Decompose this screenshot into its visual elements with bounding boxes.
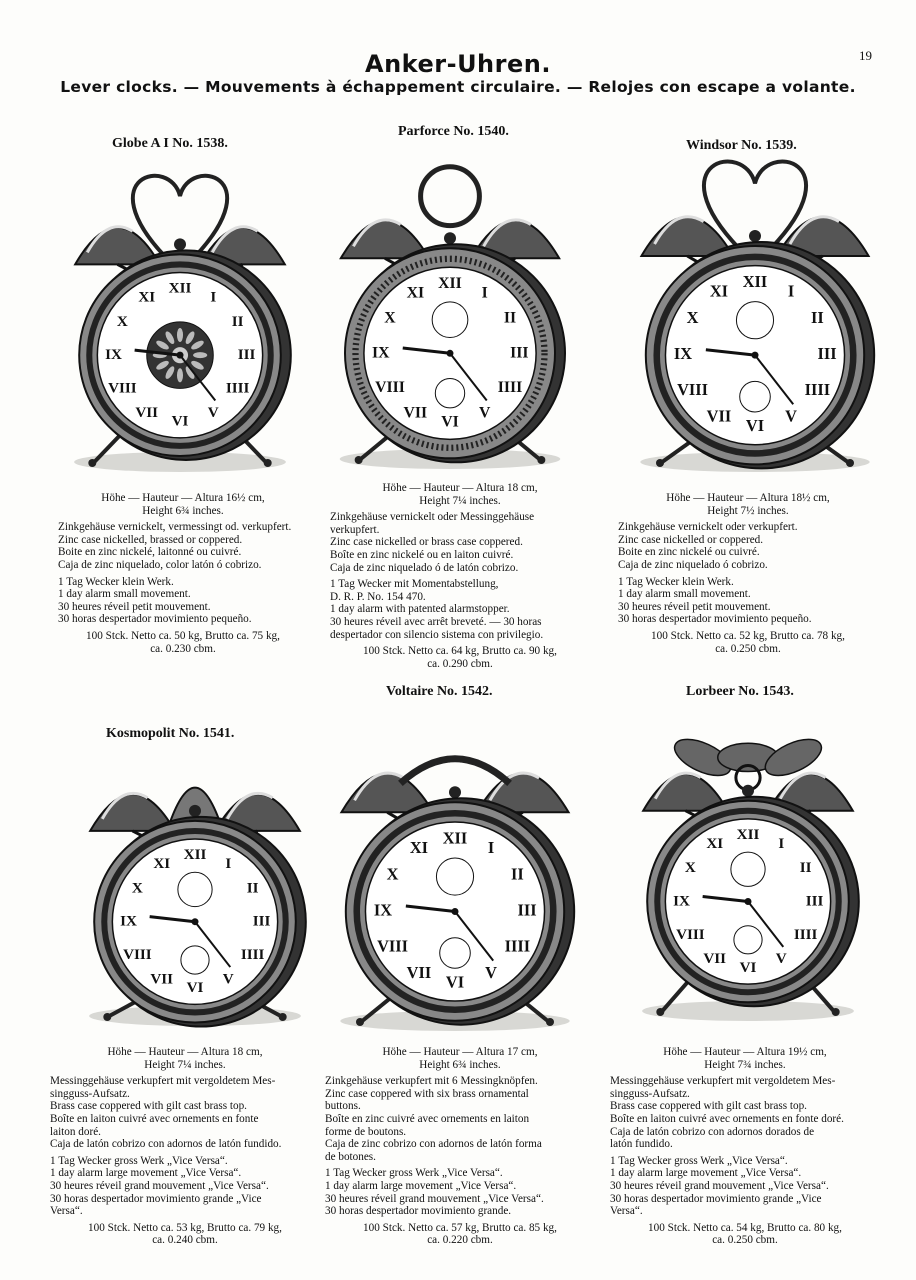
dimensions-line: Höhe — Hauteur — Altura 18½ cm, (666, 492, 830, 504)
dial-numeral: III (517, 900, 537, 920)
case-material-line: Zinkgehäuse vernickelt, vermessingt od. verkupfert. (58, 521, 292, 534)
packing-line: 100 Stck. Netto ca. 57 kg, Brutto ca. 85 kg, (363, 1221, 557, 1234)
case-material-line: Boite en zinc nickelé, laitonné ou cuivré. (58, 546, 242, 559)
dimensions-line: Höhe — Hauteur — Altura 19½ cm, (663, 1046, 827, 1058)
dial-numeral: V (775, 951, 787, 968)
case-material-line: Caja de zinc niquelado ó cobrizo. (618, 558, 768, 571)
clock-description (618, 492, 878, 655)
dimensions-line: Height 7½ inches. (707, 504, 789, 517)
clock-image (325, 158, 575, 473)
case-material-line: singguss-Aufsatz. (50, 1087, 130, 1100)
clock-illustration (642, 732, 859, 1021)
dimensions-line: Höhe — Hauteur — Altura 16½ cm, (101, 492, 265, 504)
dimensions-line: Höhe — Hauteur — Altura 17 cm, (382, 1046, 538, 1058)
case-material-line: Zinkgehäuse verkupfert mit 6 Messingknöpfen. (325, 1075, 538, 1088)
movement-line: 30 heures réveil grand mouvement „Vice Versa“. (325, 1192, 544, 1205)
clock-name: Windsor No. 1539. (686, 138, 797, 153)
dial-numeral: VII (135, 404, 159, 421)
movement-line: Versa“. (610, 1205, 643, 1218)
dial-numeral: IIII (497, 378, 523, 396)
clock-image (75, 745, 315, 1030)
dial-numeral: IX (105, 347, 122, 364)
clock-illustration (340, 759, 574, 1031)
movement-line: 30 heures réveil petit mouvement. (618, 600, 771, 613)
packing-line: 100 Stck. Netto ca. 54 kg, Brutto ca. 80 kg, (648, 1221, 842, 1234)
dial-numeral: VII (406, 962, 432, 982)
clock-name: Kosmopolit No. 1541. (106, 726, 235, 741)
case-material-line: Caja de zinc niquelado ó de latón cobrizo. (330, 561, 519, 574)
dial-numeral: IIII (240, 946, 265, 963)
dial-numeral: IX (371, 344, 390, 362)
clock-image (325, 710, 585, 1035)
clock-image (60, 158, 300, 476)
packing-line: ca. 0.250 cbm. (712, 1234, 778, 1247)
dial-numeral: II (246, 880, 259, 897)
dimensions-line: Height 7¼ inches. (419, 494, 501, 507)
packing-line: 100 Stck. Netto ca. 52 kg, Brutto ca. 78 kg, (651, 629, 845, 642)
dial-numeral: II (503, 309, 517, 327)
dial-numeral: X (384, 309, 396, 327)
case-material-line: Messinggehäuse verkupfert mit vergoldetem Mes- (610, 1075, 836, 1088)
dial-numeral: III (805, 893, 824, 910)
movement-line: 30 horas despertador movimiento grande. (325, 1205, 512, 1218)
case-material-line: Zinkgehäuse vernickelt oder Messinggehäuse (330, 511, 535, 524)
dial-numeral: IIII (225, 380, 250, 397)
page-number: 19 (859, 48, 872, 63)
dial-numeral: I (481, 284, 488, 302)
clock-name: Parforce No. 1540. (398, 124, 509, 139)
dimensions-line: Height 6¾ inches. (419, 1058, 501, 1071)
packing-line: ca. 0.220 cbm. (427, 1234, 493, 1247)
dial-numeral: X (686, 308, 699, 328)
movement-line: 30 heures réveil grand mouvement „Vice Versa“. (610, 1179, 829, 1192)
dial-numeral: VI (739, 960, 757, 977)
dial-numeral: XII (168, 280, 192, 297)
dial-numeral: XI (706, 835, 724, 852)
dial-numeral: XII (442, 828, 468, 848)
dial-numeral: VIII (377, 936, 409, 956)
dial-numeral: XII (742, 272, 768, 292)
case-material-line: Caja de zinc niquelado, color latón ó cobrizo. (58, 558, 262, 571)
movement-line: 30 heures réveil grand mouvement „Vice Versa“. (50, 1179, 269, 1192)
packing-line: 100 Stck. Netto ca. 64 kg, Brutto ca. 90 kg, (363, 645, 557, 658)
dial-numeral: VI (445, 972, 465, 992)
dial-numeral: VII (706, 406, 732, 426)
packing-line: ca. 0.230 cbm. (150, 642, 216, 655)
movement-line: 1 Tag Wecker gross Werk „Vice Versa“. (50, 1154, 228, 1167)
dimensions-line: Height 7¾ inches. (704, 1058, 786, 1071)
dial-numeral: XI (153, 856, 171, 873)
dial-numeral: II (511, 864, 524, 884)
clock-image (625, 158, 885, 476)
dial-numeral: XI (409, 838, 429, 858)
movement-line: 1 day alarm small movement. (618, 588, 751, 601)
dial-numeral: III (817, 344, 837, 364)
movement-line: 1 day alarm large movement „Vice Versa“. (610, 1167, 802, 1180)
movement-line: 1 day alarm small movement. (58, 588, 191, 601)
movement-line: 1 day alarm with patented alarmstopper. (330, 603, 510, 616)
dial-numeral: VI (745, 416, 765, 436)
movement-line: 1 Tag Wecker gross Werk „Vice Versa“. (610, 1154, 788, 1167)
dial-numeral: VIII (677, 380, 709, 400)
movement-line: 30 horas despertador movimiento pequeño. (58, 613, 252, 626)
case-material-line: Messinggehäuse verkupfert mit vergoldetem Mes- (50, 1075, 276, 1088)
movement-line: 1 day alarm large movement „Vice Versa“. (325, 1179, 517, 1192)
case-material-line: Caja de latón cobrizo con adornos dorados de (610, 1125, 815, 1138)
page-title: Anker-Uhren. (365, 50, 551, 78)
case-material-line: buttons. (325, 1100, 361, 1113)
case-material-line: forme de boutons. (325, 1125, 407, 1138)
packing-line: 100 Stck. Netto ca. 53 kg, Brutto ca. 79 kg, (88, 1221, 282, 1234)
movement-line: 1 Tag Wecker klein Werk. (618, 575, 734, 588)
dial-numeral: II (799, 860, 812, 877)
movement-line: 30 horas despertador movimiento pequeño. (618, 613, 812, 626)
dial-numeral: VI (441, 413, 459, 431)
clock-illustration (640, 161, 874, 472)
dial-numeral: V (207, 404, 219, 421)
clock-description (50, 1046, 320, 1247)
movement-line: D. R. P. No. 154 470. (330, 590, 426, 603)
case-material-line: Zinc case coppered with six brass ornamental (325, 1087, 529, 1100)
case-material-line: Zinkgehäuse vernickelt oder verkupfert. (618, 521, 798, 534)
dial-numeral: IX (673, 893, 690, 910)
dial-numeral: XI (709, 281, 729, 301)
dial-numeral: XI (138, 289, 156, 306)
movement-line: 1 day alarm large movement „Vice Versa“. (50, 1167, 242, 1180)
case-material-line: singguss-Aufsatz. (610, 1087, 690, 1100)
clock-illustration (89, 788, 306, 1027)
clock-name: Lorbeer No. 1543. (686, 684, 794, 699)
dial-numeral: VII (150, 971, 174, 988)
dial-numeral: IX (673, 344, 693, 364)
case-material-line: verkupfert. (330, 523, 380, 536)
packing-line: ca. 0.240 cbm. (152, 1234, 218, 1247)
dial-numeral: II (231, 313, 244, 330)
clock-illustration (340, 167, 565, 469)
case-material-line: Brass case coppered with gilt cast brass top. (610, 1100, 807, 1113)
case-material-line: de botones. (325, 1150, 376, 1163)
dial-numeral: V (478, 404, 491, 422)
dial-numeral: XII (183, 847, 207, 864)
movement-line: 30 heures réveil petit mouvement. (58, 600, 211, 613)
case-material-line: Boîte en zinc nickelé ou en laiton cuivré. (330, 548, 514, 561)
dial-numeral: IIII (804, 380, 831, 400)
dial-numeral: IX (120, 913, 137, 930)
case-material-line: Zinc case nickelled or coppered. (618, 533, 764, 546)
dial-numeral: VI (186, 980, 204, 997)
dial-numeral: IIII (504, 936, 531, 956)
dial-numeral: V (485, 962, 497, 982)
movement-line: 1 Tag Wecker gross Werk „Vice Versa“. (325, 1167, 503, 1180)
case-material-line: Zinc case nickelled, brassed or coppered. (58, 533, 243, 546)
dial-numeral: III (510, 344, 529, 362)
dial-numeral: XII (438, 275, 462, 292)
clock-description (610, 1046, 880, 1247)
dial-numeral: I (487, 838, 495, 858)
dial-numeral: III (237, 347, 256, 364)
dial-numeral: II (811, 308, 824, 328)
dial-numeral: VIII (676, 926, 705, 943)
case-material-line: Brass case coppered with gilt cast brass top. (50, 1100, 247, 1113)
dial-numeral: X (386, 864, 399, 884)
dial-numeral: I (787, 281, 795, 301)
dial-numeral: XI (406, 284, 425, 302)
packing-line: ca. 0.290 cbm. (427, 657, 493, 670)
case-material-line: latón fundido. (610, 1138, 673, 1151)
dial-numeral: X (131, 880, 143, 897)
dial-numeral: IIII (793, 926, 818, 943)
clock-illustration (74, 176, 291, 472)
dial-numeral: I (778, 835, 785, 852)
clock-description (325, 1046, 595, 1247)
dial-numeral: XII (736, 826, 760, 843)
dial-numeral: V (785, 406, 797, 426)
case-material-line: Boite en zinc nickelé ou cuivré. (618, 546, 760, 559)
case-material-line: Boîte en laiton cuivré avec ornements en fonte doré. (610, 1112, 844, 1125)
clock-image (628, 700, 868, 1025)
dial-numeral: IX (373, 900, 393, 920)
movement-line: 1 Tag Wecker mit Momentabstellung, (330, 578, 499, 591)
movement-line: Versa“. (50, 1205, 83, 1218)
clock-description (330, 482, 590, 670)
dial-numeral: VIII (375, 378, 405, 396)
page-subtitle: Lever clocks. — Mouvements à échappement circulaire. — Relojes con escape a volante. (60, 78, 856, 96)
dial-numeral: V (222, 971, 234, 988)
case-material-line: laiton doré. (50, 1125, 101, 1138)
case-material-line: Boîte en laiton cuivré avec ornements en fonte (50, 1112, 259, 1125)
packing-line: ca. 0.250 cbm. (715, 642, 781, 655)
dimensions-line: Height 6¾ inches. (142, 504, 224, 517)
dial-numeral: I (225, 856, 232, 873)
movement-line: 30 heures réveil avec arrêt breveté. — 30 horas (330, 615, 542, 628)
dial-numeral: III (252, 913, 271, 930)
case-material-line: Zinc case nickelled or brass case coppered. (330, 536, 523, 549)
case-material-line: Caja de zinc cobrizo con adornos de latón forma (325, 1138, 542, 1151)
clock-name: Voltaire No. 1542. (386, 684, 493, 699)
dial-numeral: VI (171, 413, 189, 430)
dimensions-line: Höhe — Hauteur — Altura 18 cm, (382, 482, 538, 494)
movement-line: 30 horas despertador movimiento grande „Vice (610, 1192, 822, 1205)
dial-numeral: VII (703, 951, 727, 968)
dial-numeral: X (116, 313, 128, 330)
case-material-line: Caja de latón cobrizo con adornos de latón fundido. (50, 1138, 282, 1151)
dial-numeral: X (684, 860, 696, 877)
dimensions-line: Höhe — Hauteur — Altura 18 cm, (107, 1046, 263, 1058)
case-material-line: Boîte en zinc cuivré avec ornements en laiton (325, 1112, 530, 1125)
dial-numeral: VIII (123, 946, 152, 963)
dial-numeral: VIII (108, 380, 137, 397)
movement-line: 30 horas despertador movimiento grande „Vice (50, 1192, 262, 1205)
clock-description (58, 492, 308, 655)
movement-line: despertador con silencio sistema con privilegio. (330, 628, 544, 641)
dimensions-line: Height 7¼ inches. (144, 1058, 226, 1071)
packing-line: 100 Stck. Netto ca. 50 kg, Brutto ca. 75 kg, (86, 629, 280, 642)
dial-numeral: VII (403, 404, 428, 422)
dial-numeral: I (210, 289, 217, 306)
clock-name: Globe A I No. 1538. (112, 136, 228, 151)
movement-line: 1 Tag Wecker klein Werk. (58, 575, 174, 588)
